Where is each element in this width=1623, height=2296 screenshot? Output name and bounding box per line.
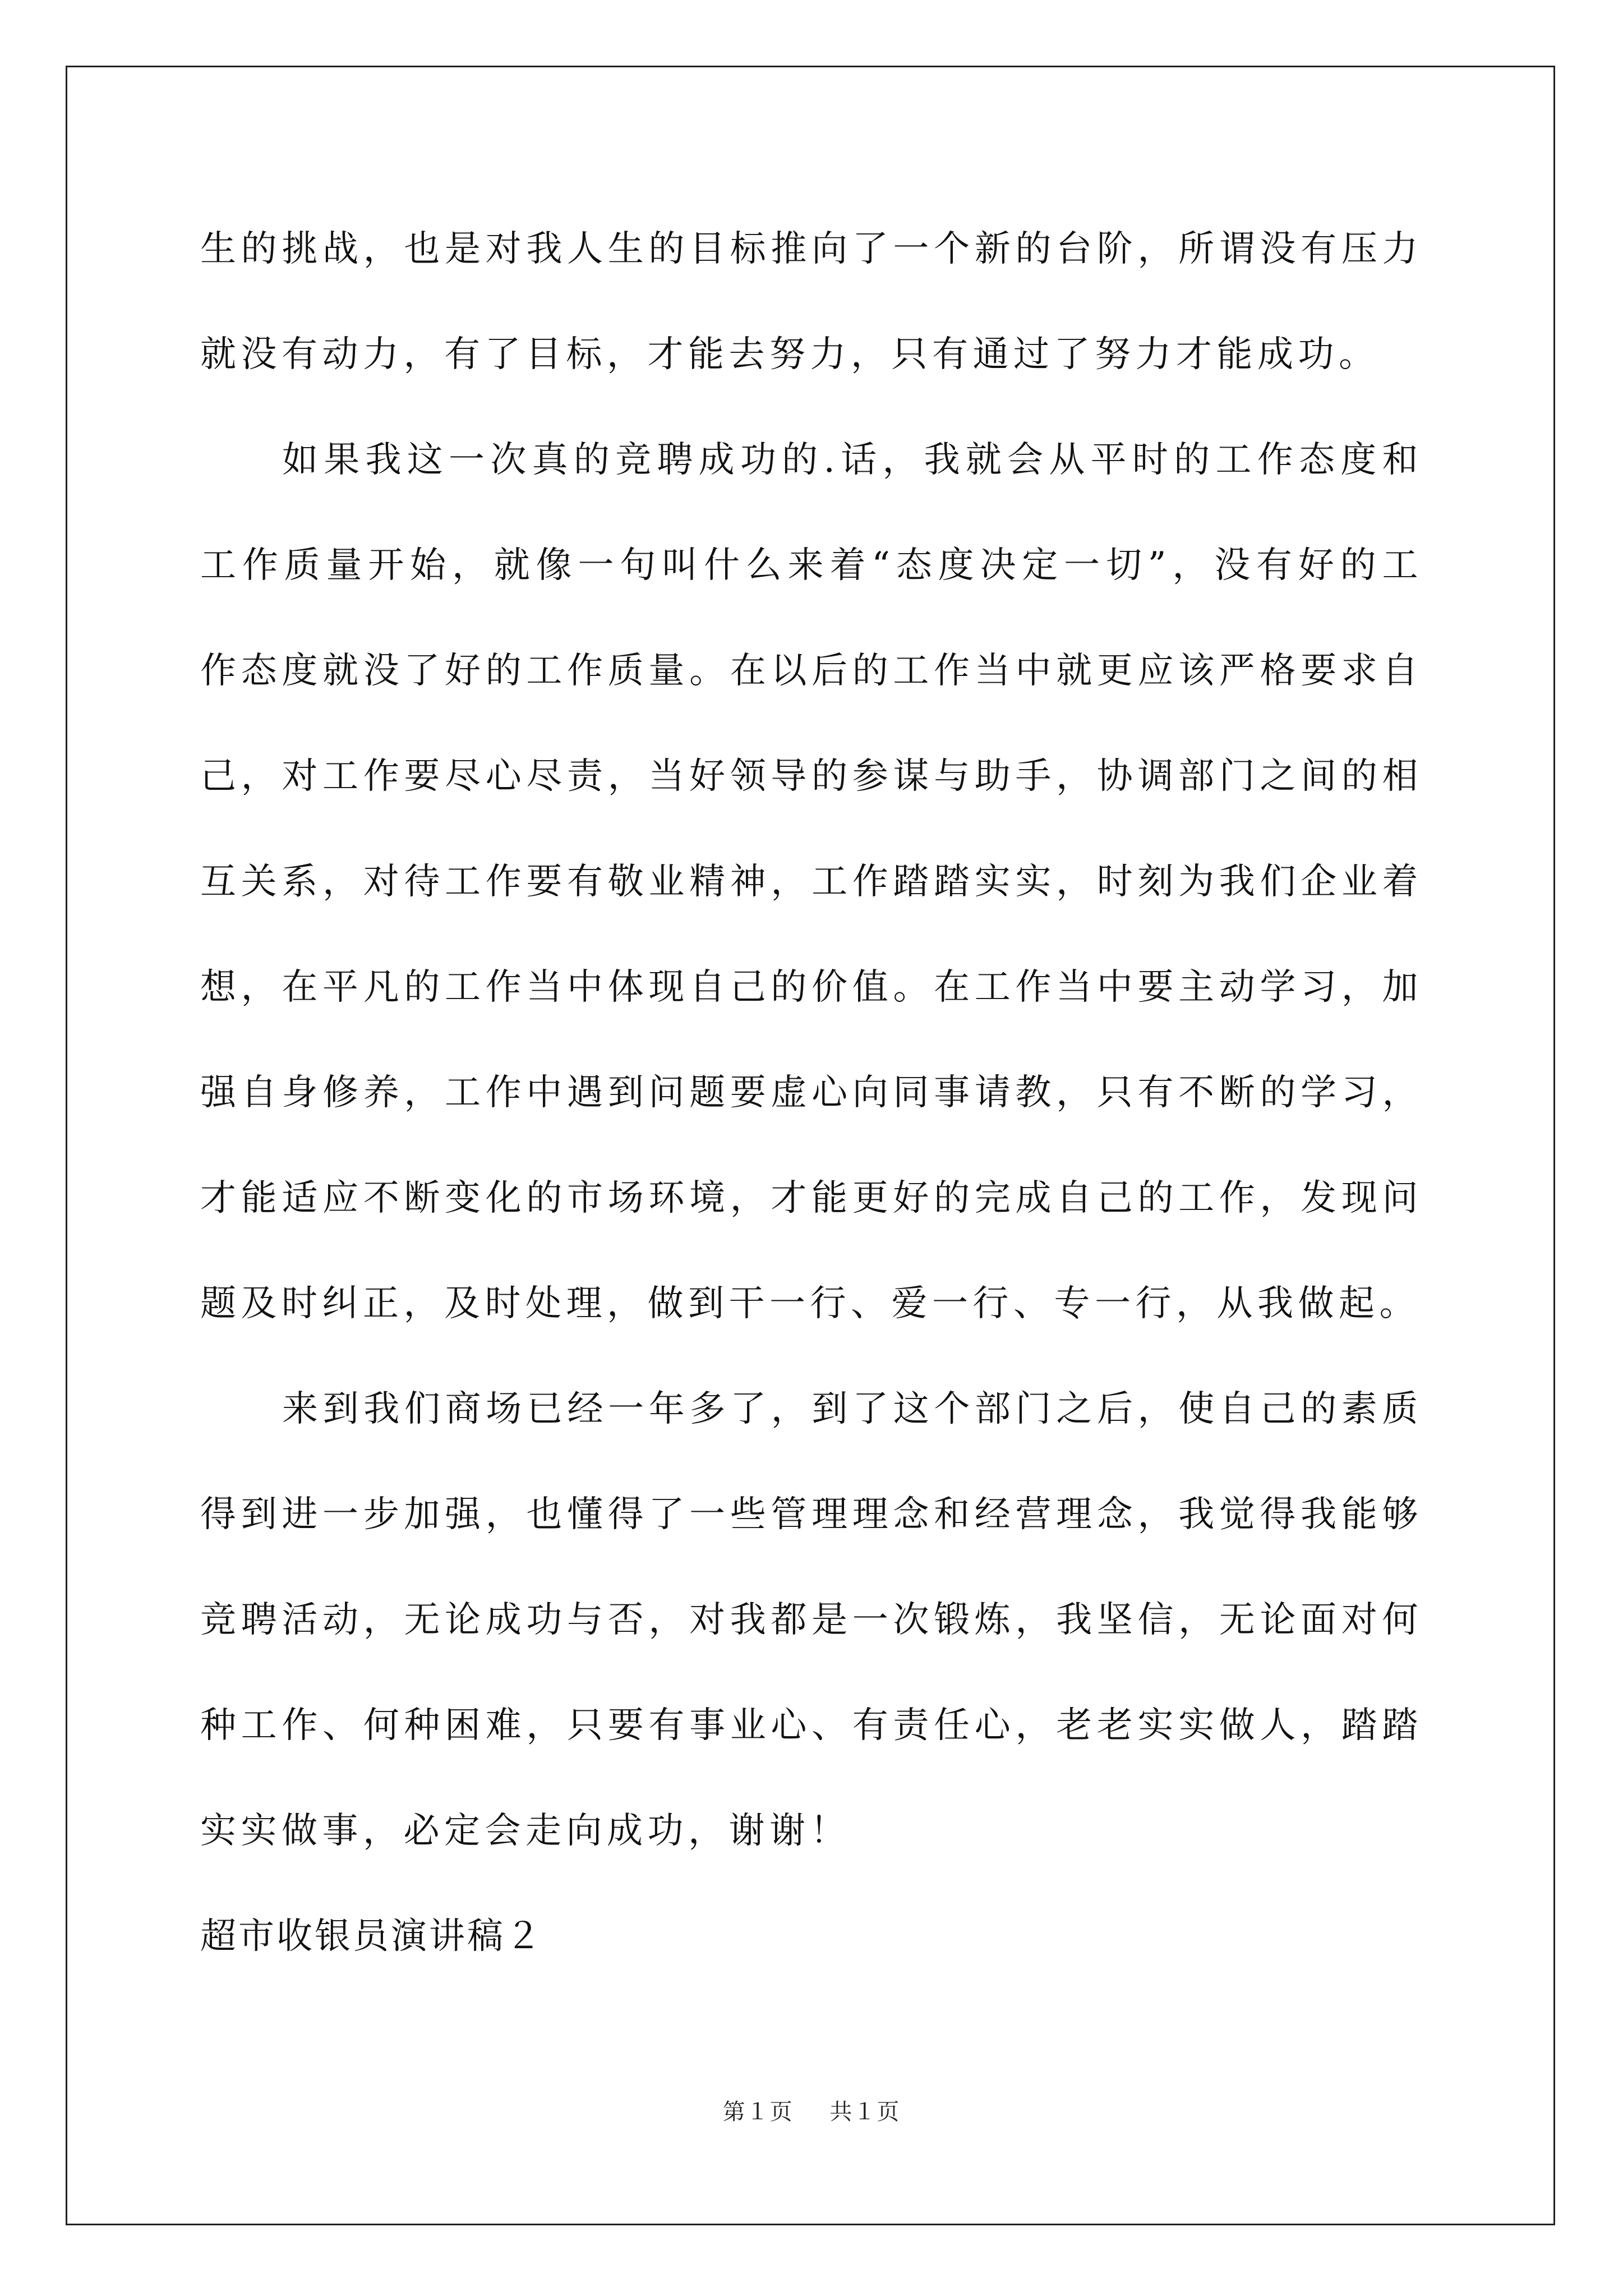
paragraph-3: 来到我们商场已经一年多了，到了这个部门之后，使自己的素质得到进一步加强，也懂得了一些管理理念和经营理念，我觉得我能够竞聘活动，无论成功与否，对我都是一次锻炼，我坚信，无论面对何种工作、何种困难，只要有事业心、有责任心，老老实实做人，踏踏实实做事，必定会走向成功，谢谢！ bbox=[200, 1388, 1423, 1852]
page-footer bbox=[0, 2095, 1623, 2129]
paragraph-2: 如果我这一次真的竞聘成功的.话，我就会从平时的工作态度和工作质量开始，就像一句叫什么来着“态度决定一切”，没有好的工作态度就没了好的工作质量。在以后的工作当中就更应该严格要求自己，对工作要尽心尽责，当好领导的参谋与助手，协调部门之间的相互关系，对待工作要有敬业精神，工作踏踏实实，时刻为我们企业着想，在平凡的工作当中体现自己的价值。在工作当中要主动学习，加强自身修养，工作中遇到问题要虚心向同事请教，只有不断的学习，才能适应不断变化的市场环境，才能更好的完成自己的工作，发现问题及时纠正，及时处理，做到干一行、爱一行、专一行，从我做起。 bbox=[200, 439, 1423, 1324]
page-number: 第１页 bbox=[722, 2099, 794, 2125]
section-heading: 超市收银员演讲稿２ bbox=[200, 1916, 543, 1957]
document-body bbox=[200, 196, 1423, 1989]
paragraph-1: 生的挑战，也是对我人生的目标推向了一个新的台阶，所谓没有压力就没有动力，有了目标，才能去努力，只有通过了努力才能成功。 bbox=[200, 228, 1423, 375]
page-total: 共１页 bbox=[829, 2099, 901, 2125]
